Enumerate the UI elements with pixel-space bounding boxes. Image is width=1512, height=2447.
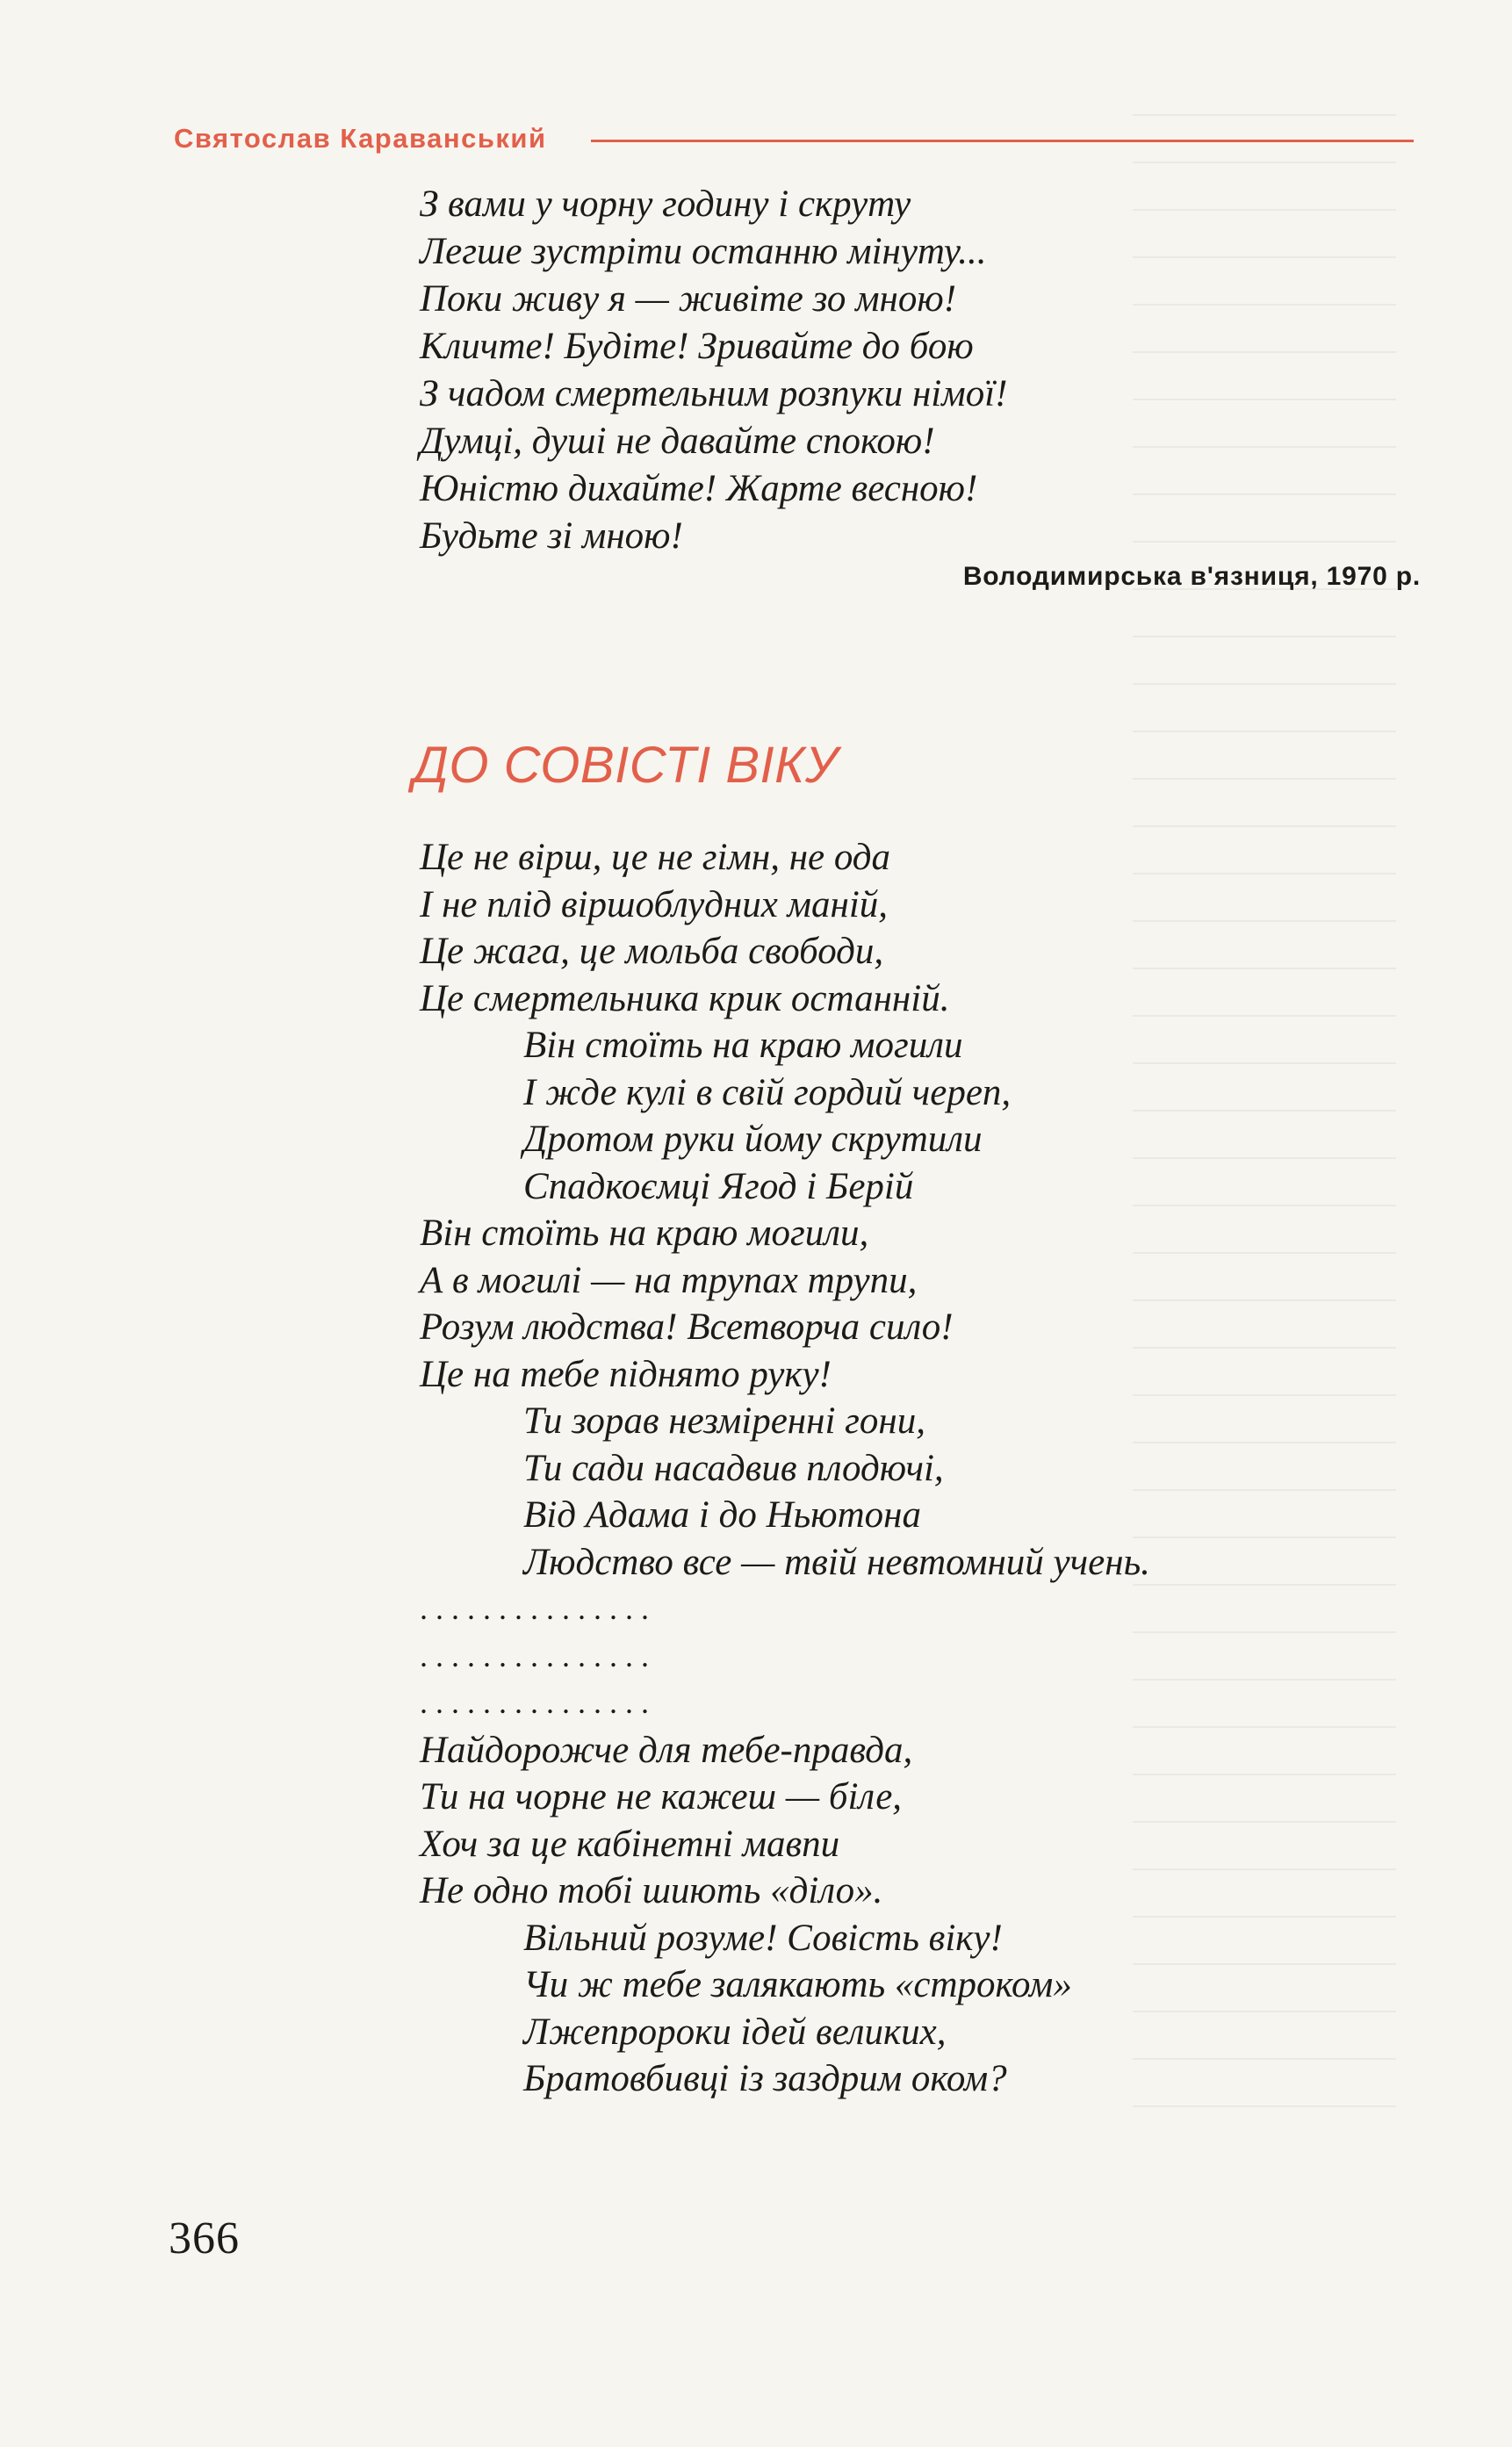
poem-line: А в могилі — на трупах трупи, xyxy=(420,1259,918,1301)
poem-line: Ти на чорне не кажеш — біле, xyxy=(420,1776,903,1817)
poem-line: Братовбивці із заздрим оком? xyxy=(523,2058,1007,2099)
verse-line: З чадом смертельним розпуки німої! xyxy=(420,373,1008,414)
poem-line: Вільний розуме! Совість віку! xyxy=(523,1917,1003,1959)
intro-stanza xyxy=(420,181,1429,560)
header-rule xyxy=(591,140,1414,142)
place-date: Володимирська в'язниця, 1970 р. xyxy=(962,562,1421,591)
verse-line: Поки живу я — живіте зо мною! xyxy=(420,278,957,320)
running-header xyxy=(174,121,1414,156)
verse-line: З вами у чорну годину і скруту xyxy=(420,184,911,225)
poem-line: Він стоїть на краю могили xyxy=(523,1025,963,1066)
verse-line: Кличте! Будіте! Зривайте до бою xyxy=(420,326,974,367)
poem-line: Ти зорав незміренні гони, xyxy=(523,1400,926,1442)
poem-line: Лжепророки ідей великих, xyxy=(523,2011,947,2053)
ellipsis-line: ............... xyxy=(420,1637,657,1673)
poem-line: Найдорожче для тебе-правда, xyxy=(420,1729,913,1771)
poem-line: Це жага, це мольба свободи, xyxy=(420,931,884,972)
verse-line: Юністю дихайте! Жарте весною! xyxy=(420,468,978,509)
poem-line: І жде кулі в свій гордий череп, xyxy=(523,1071,1012,1113)
poem-line: Дротом руки йому скрутили xyxy=(523,1119,983,1160)
poem-line: Чи ж тебе залякають «строком» xyxy=(523,1964,1072,2005)
ellipsis-line: ............... xyxy=(420,1685,657,1720)
poem-title: ДО СОВІСТІ ВІКУ xyxy=(413,737,839,794)
poem-body xyxy=(420,834,1429,2103)
poem-line: Це на тебе піднято руку! xyxy=(420,1353,832,1395)
poem-line: Розум людства! Всетворча сило! xyxy=(420,1306,954,1348)
verse-line: Будьте зі мною! xyxy=(420,515,683,557)
poem-line: Це не вірш, це не гімн, не ода xyxy=(420,837,891,878)
poem-line: Ти сади насадвив плодючі, xyxy=(523,1447,944,1489)
author-name: Святослав Караванський xyxy=(174,123,547,154)
page-number: 366 xyxy=(169,2213,240,2263)
poem-line: Він стоїть на краю могили, xyxy=(420,1213,869,1254)
verse-line: Легше зустріти останню мінуту... xyxy=(420,231,987,272)
ellipsis-line: ............... xyxy=(420,1591,657,1626)
poem-line: Хоч за це кабінетні мавпи xyxy=(420,1823,840,1865)
poem-line: Спадкоємці Ягод і Берій xyxy=(523,1165,914,1207)
poem-line: Від Адама і до Ньютона xyxy=(523,1494,921,1536)
poem-line: Це смертельника крик останній. xyxy=(420,977,950,1019)
poem-line: І не плід віршоблудних маній, xyxy=(420,883,889,925)
verse-line: Думці, душі не давайте спокою! xyxy=(420,421,935,462)
poem-line: Людство все — твій невтомний учень. xyxy=(523,1541,1150,1583)
poem-line: Не одно тобі шиють «діло». xyxy=(420,1870,883,1911)
